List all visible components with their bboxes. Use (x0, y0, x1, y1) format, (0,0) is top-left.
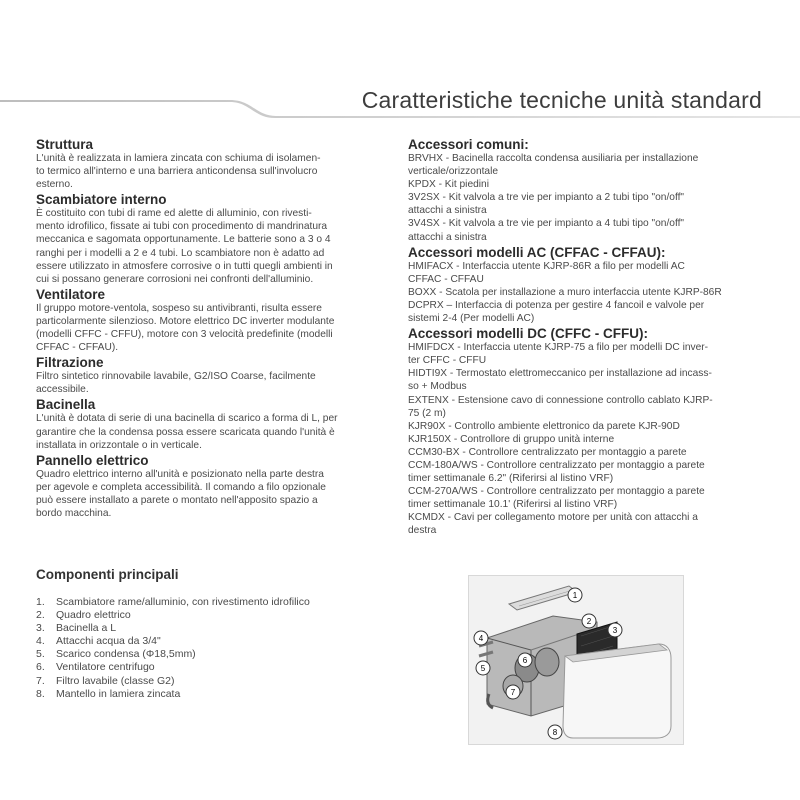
section-body (408, 260, 768, 325)
section-body (36, 207, 371, 286)
text-line: 3V2SX - Kit valvola a tre vie per impianto a 2 tubi tipo "on/off" (408, 192, 685, 204)
text-line: accessibile. (36, 384, 89, 396)
section-body (36, 152, 371, 191)
component-item (36, 622, 310, 635)
component-item (36, 609, 310, 622)
component-item (36, 648, 310, 661)
text-line: CCM-180A/WS - Controllore centralizzato per montaggio a parete (408, 459, 705, 471)
text-line: verticale/orizzontale (408, 166, 499, 178)
text-line: Quadro elettrico interno all'unità e posizionato nella parte destra (36, 468, 324, 480)
component-text: Bacinella a L (56, 622, 117, 635)
text-line: Filtro sintetico rinnovabile lavabile, G2/ISO Coarse, facilmente (36, 371, 316, 383)
text-line: BRVHX - Bacinella raccolta condensa ausiliaria per installazione (408, 153, 699, 164)
components-list (36, 596, 310, 701)
component-text: Scarico condensa (Φ18,5mm) (56, 648, 196, 661)
callout-6 (518, 653, 532, 667)
section-title: Accessori modelli DC (CFFC - CFFU): (408, 326, 649, 342)
text-line: destra (408, 525, 437, 537)
text-line: KJR150X - Controllore di gruppo unità interne (408, 433, 615, 445)
callout-1 (568, 588, 582, 602)
text-line: HMIFDCX - Interfaccia utente KJRP-75 a filo per modelli DC inver- (408, 342, 709, 354)
section-title: Accessori modelli AC (CFFAC - CFFAU): (408, 244, 666, 260)
section-body (36, 302, 371, 354)
text-line: L'unità è realizzata in lamiera zincata con schiuma di isolamen- (36, 153, 321, 164)
text-line: esterno. (36, 179, 73, 191)
component-text: Attacchi acqua da 3/4" (56, 635, 161, 648)
text-line: cui si possano generare corrosioni nei confronti dell'alluminio. (36, 273, 314, 285)
svg-text:2: 2 (586, 617, 592, 626)
component-number: 3. (36, 622, 45, 635)
component-number: 8. (36, 687, 45, 700)
text-line: DCPRX – Interfaccia di potenza per gestire 4 fancoil e valvole per (408, 299, 705, 311)
component-number: 6. (36, 661, 45, 674)
text-line: sistemi 2-4 (Per modelli AC) (408, 313, 535, 325)
section-title: Struttura (36, 137, 93, 152)
svg-text:5: 5 (480, 664, 486, 673)
section-title: Scambiatore interno (36, 192, 167, 208)
text-line: CFFAC - CFFAU (408, 273, 484, 285)
section-title: Accessori comuni: (408, 137, 529, 152)
svg-text:6: 6 (522, 656, 528, 665)
text-line: HIDTI9X - Termostato elettromeccanico per installazione ad incass- (408, 368, 712, 380)
svg-text:7: 7 (510, 688, 516, 697)
text-line: 75 (2 m) (408, 407, 446, 419)
text-line: HMIFACX - Interfaccia utente KJRP-86R a filo per modelli AC (408, 260, 685, 272)
text-line: garantire che la condensa possa essere scaricata quando l'unità è (36, 426, 335, 438)
text-line: attacchi a sinistra (408, 231, 487, 243)
callout-8 (548, 725, 562, 739)
right-column (408, 137, 768, 539)
text-line: particolarmente silenzioso. Motore elettrico DC inverter modulante (36, 315, 335, 327)
text-line: timer settimanale 10.1' (Riferirsi al listino VRF) (408, 499, 618, 511)
component-item (36, 688, 310, 701)
text-line: EXTENX - Estensione cavo di connessione controllo cablato KJRP- (408, 394, 713, 406)
callout-4 (474, 631, 488, 645)
text-line: KPDX - Kit piedini (408, 179, 489, 191)
component-text: Quadro elettrico (56, 609, 131, 622)
component-text: Ventilatore centrifugo (56, 661, 155, 674)
text-line: BOXX - Scatola per installazione a muro interfaccia utente KJRP-86R (408, 286, 722, 298)
text-line: 3V4SX - Kit valvola a tre vie per impianto a 4 tubi tipo "on/off" (408, 218, 685, 230)
component-number: 2. (36, 609, 45, 622)
text-line: KCMDX - Cavi per collegamento motore per unità con attacchi a (408, 512, 698, 524)
svg-text:1: 1 (572, 591, 578, 600)
section-title: Filtrazione (36, 355, 104, 371)
component-number: 1. (36, 596, 45, 608)
text-line: È costituito con tubi di rame ed alette di alluminio, con rivesti- (36, 208, 312, 220)
component-number: 4. (36, 635, 45, 648)
components-title: Componenti principali (36, 567, 179, 582)
component-item (36, 635, 310, 648)
section-body (408, 341, 768, 537)
text-line: installata in orizzontale o in verticale. (36, 439, 202, 451)
text-line: ter CFFC - CFFU (408, 355, 487, 367)
callout-7 (506, 685, 520, 699)
text-line: essere utilizzato in atmosfere corrosive o in tutti quegli ambienti in (36, 260, 333, 272)
text-line: CFFAC - CFFAU). (36, 342, 119, 354)
text-line: per agevole e completa accessibilità. Il comando a filo opzionale (36, 481, 326, 493)
left-column (36, 137, 371, 521)
section-title: Ventilatore (36, 286, 106, 302)
callout-2 (582, 614, 596, 628)
section-title: Pannello elettrico (36, 452, 149, 468)
section-body (36, 412, 371, 451)
text-line: timer settimanale 6.2" (Riferirsi al listino VRF) (408, 473, 614, 485)
component-number: 7. (36, 674, 45, 687)
text-line: mento idrofilico, fissate ai tubi con procedimento di mandrinatura (36, 221, 328, 233)
product-figure (468, 575, 684, 745)
text-line: so + Modbus (408, 381, 467, 393)
text-line: (modelli CFFC - CFFU), motore con 3 velocità predefinite (modelli (36, 329, 333, 341)
section-title: Bacinella (36, 397, 96, 413)
page-title: Caratteristiche tecniche unità standard (361, 87, 762, 113)
component-number: 5. (36, 648, 45, 661)
svg-text:3: 3 (612, 626, 618, 635)
callout-5 (476, 661, 490, 675)
text-line: ranghi per i modelli a 2 e 4 tubi. Lo scambiatore non è adatto ad (36, 247, 325, 259)
text-line: CCM-270A/WS - Controllore centralizzato per montaggio a parete (408, 486, 705, 498)
component-text: Filtro lavabile (classe G2) (56, 674, 175, 687)
text-line: può essere installato a parete o montato nell'apposito spazio a (36, 494, 318, 506)
text-line: to termico all'interno e una barriera anticondensa sull'involucro (36, 166, 318, 178)
text-line: L'unità è dotata di serie di una bacinella di scarico a forma di L, per (36, 413, 338, 425)
component-item (36, 675, 310, 688)
text-line: CCM30-BX - Controllore centralizzato per montaggio a parete (408, 446, 687, 458)
text-line: KJR90X - Controllo ambiente elettronico da parete KJR-90D (408, 420, 680, 432)
section-body (36, 468, 371, 520)
callout-3 (608, 623, 622, 637)
component-text: Mantello in lamiera zincata (56, 687, 181, 700)
component-text: Scambiatore rame/alluminio, con rivestimento idrofilico (56, 596, 310, 608)
text-line: attacchi a sinistra (408, 205, 487, 217)
svg-text:8: 8 (552, 728, 558, 737)
svg-text:4: 4 (478, 634, 484, 643)
exploded-view-drawing (469, 576, 683, 744)
component-item (36, 661, 310, 674)
text-line: Il gruppo motore-ventola, sospeso su antivibranti, risulta essere (36, 302, 322, 314)
section-body (408, 152, 768, 244)
text-line: meccanica e sagomata opportunamente. Le batterie sono a 3 o 4 (36, 234, 331, 246)
text-line: bordo macchina. (36, 507, 112, 519)
section-body (36, 370, 371, 396)
component-item (36, 596, 310, 609)
